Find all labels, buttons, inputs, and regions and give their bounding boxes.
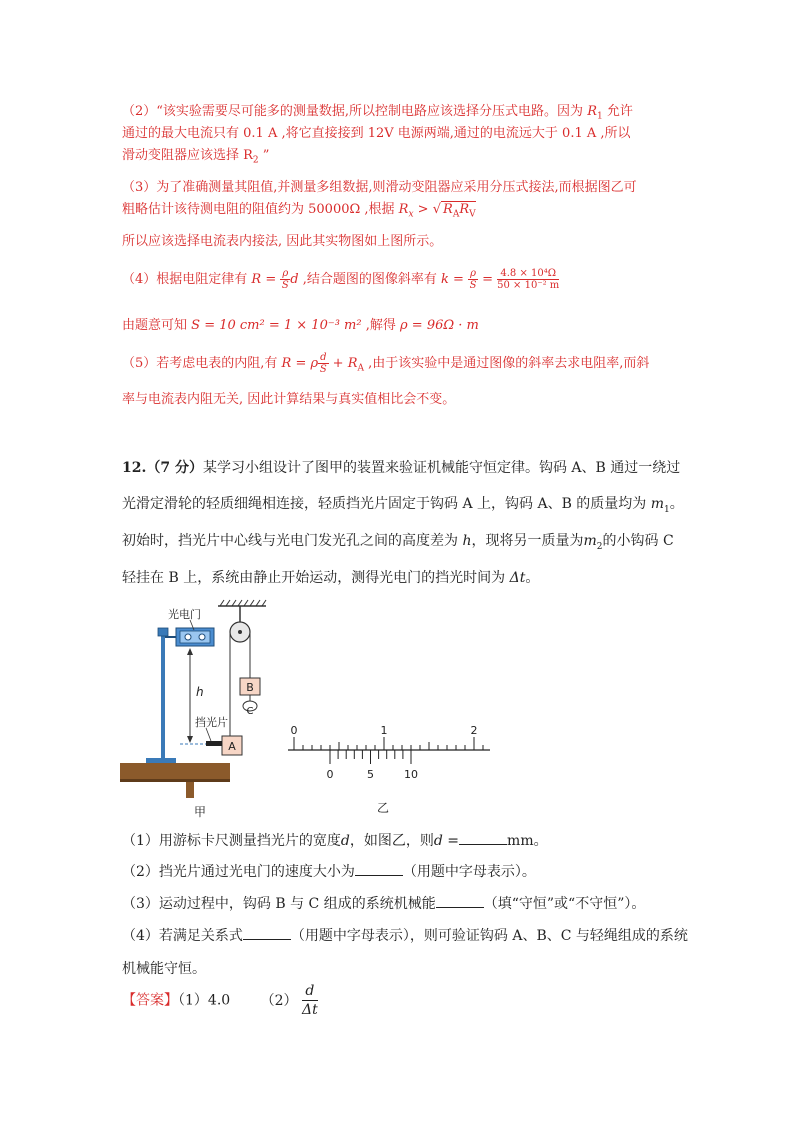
h-arrow-head-bottom <box>187 736 193 743</box>
table-edge <box>120 779 230 782</box>
solution-p2-line2 <box>122 122 631 141</box>
solution-text: 允许 <box>606 104 633 119</box>
solution-text: ,解得 <box>365 318 396 333</box>
subquestion-4-line1 <box>122 925 688 945</box>
question-text: 光滑定滑轮的轻质细绳相连接，轻质挡光片固定于钩码 A 上，钩码 A、B 的质量均为 <box>122 496 647 512</box>
answer-blank-1[interactable] <box>459 832 507 845</box>
solution-p4-line2 <box>122 314 479 333</box>
question-text: ，如图乙，则 <box>349 833 434 849</box>
main-scale-label: 0 <box>290 724 298 737</box>
sqrt-symbol: √ <box>432 202 442 217</box>
solution-p3-line3 <box>122 230 442 249</box>
solution-text: （3）为了准确测量其阻值,并测量多组数据,则滑动变阻器应采用分压式接法,而根据图乙可 <box>122 180 637 195</box>
math-rho: ρ = 96Ω · m <box>400 318 479 333</box>
ceiling-hatch <box>220 600 266 606</box>
math-d: d <box>290 272 299 287</box>
vernier-scale-label: 10 <box>404 768 418 781</box>
frac-num: d <box>302 982 318 1001</box>
solution-text: （2）“该实验需要尽可能多的测量数据,所以控制电路应该选择分压式电路。因为 <box>122 104 584 119</box>
question-text: （用题中字母表示），则可验证钩码 A、B、C 与轻绳组成的系统 <box>290 928 688 944</box>
subquestion-4-line2 <box>122 958 206 978</box>
vernier-scale-label: 5 <box>367 768 374 781</box>
figure-b-vernier <box>280 722 500 822</box>
math-sub: A <box>357 363 364 374</box>
math-sub: 1 <box>597 111 603 122</box>
frac-num: ρ <box>470 268 476 279</box>
solution-p3-line1 <box>122 176 637 195</box>
question-text: ，现将另一质量为 <box>471 533 584 549</box>
question-text: 机械能守恒。 <box>122 961 206 977</box>
answer-blank-3[interactable] <box>436 895 484 908</box>
solution-p5-line2 <box>122 388 455 407</box>
solution-text: 滑动变阻器应该选择 R <box>122 148 253 163</box>
solution-p4-line1 <box>122 268 559 291</box>
answer-line <box>122 982 318 1019</box>
sqrt-body <box>441 201 476 220</box>
label-h: h <box>196 685 204 699</box>
math-sub: 2 <box>596 541 603 552</box>
math-eq: R = <box>251 272 277 287</box>
frac-num: d <box>320 352 327 363</box>
label-b: B <box>246 681 254 694</box>
frac-den: S <box>281 280 289 291</box>
main-scale-ticks <box>291 724 484 750</box>
frac-den: 50 × 10⁻² m <box>497 280 560 291</box>
question-text: （填“守恒”或“不守恒”）。 <box>483 896 646 912</box>
question-text: （用题中字母表示）。 <box>402 864 536 880</box>
solution-text: ” <box>258 148 270 163</box>
photogate-hole <box>199 634 205 640</box>
main-scale-label: 2 <box>470 724 478 737</box>
solution-text: ,结合题图的图像斜率有 <box>302 272 437 287</box>
subquestion-3 <box>122 893 645 913</box>
question-text: mm。 <box>507 833 548 849</box>
frac-den: Δt <box>302 1002 318 1018</box>
math-r: R <box>459 202 470 217</box>
question-text: 某学习小组设计了图甲的装置来验证机械能守恒定律。钩码 A、B 通过一绕过 <box>202 460 681 476</box>
solution-p5-line1 <box>122 352 649 375</box>
question-line2 <box>122 493 684 515</box>
math-sub: A <box>452 209 460 220</box>
solution-text: 所以应该选择电流表内接法, 因此其实物图如上图所示。 <box>122 234 443 249</box>
math-m: m <box>583 533 597 549</box>
math-r1: R <box>587 104 597 119</box>
stand-clamp <box>158 628 168 636</box>
question-text: 。 <box>669 496 684 512</box>
pulley-axle <box>238 630 242 634</box>
solution-text: （5）若考虑电表的内阻,有 <box>122 356 278 371</box>
solution-text: （4）根据电阻定律有 <box>122 272 248 287</box>
math-op: > <box>413 202 433 217</box>
answer-tag: 【答案】 <box>122 992 178 1009</box>
table-top <box>120 763 230 779</box>
h-arrow-head-top <box>187 648 193 655</box>
math-rx: R <box>398 202 409 217</box>
shutter <box>206 741 222 746</box>
question-text: （1）用游标卡尺测量挡光片的宽度 <box>122 833 341 849</box>
question-line1 <box>122 457 680 477</box>
math-op: + R <box>328 356 358 371</box>
math-d: d <box>340 833 350 849</box>
solution-text: 率与电流表内阻无关, 因此计算结果与真实值相比会不变。 <box>122 392 456 407</box>
math-sub: V <box>469 209 476 220</box>
solution-p2-line1 <box>122 100 633 122</box>
question-text: （3）运动过程中，钩码 B 与 C 组成的系统机械能 <box>122 896 436 912</box>
question-text: 初始时，挡光片中心线与光电门发光孔之间的高度差为 <box>122 533 458 549</box>
math-h: h <box>462 533 472 549</box>
main-scale-label: 1 <box>380 724 388 737</box>
fraction <box>468 268 478 291</box>
shutter-pointer <box>206 728 211 741</box>
question-text: （4）若满足关系式 <box>122 928 243 944</box>
vernier-scale-ticks <box>327 750 419 781</box>
math-m: m <box>650 496 665 512</box>
math-dt: Δt <box>509 570 526 586</box>
math-r: R <box>443 202 453 217</box>
figure-a-apparatus <box>118 598 268 823</box>
solution-text: 由题意可知 <box>122 318 188 333</box>
label-a: A <box>228 740 236 753</box>
answer-blank-2[interactable] <box>355 863 403 876</box>
question-text: 轻挂在 B 上，系统由静止开始运动，测得光电门的挡光时间为 <box>122 570 506 586</box>
math-sub: 2 <box>252 155 259 166</box>
label-photogate: 光电门 <box>168 608 201 621</box>
solution-text: 通过的最大电流只有 0.1 A ,将它直接接到 12V 电源两端,通过的电流远大于 0.1 A ,所以 <box>122 126 631 141</box>
question-text: （2）挡光片通过光电门的速度大小为 <box>122 864 355 880</box>
math-s: S = 10 cm² = 1 × 10⁻³ m² <box>191 318 362 333</box>
math-op: = <box>482 272 494 287</box>
question-line3 <box>122 530 674 552</box>
label-c: C <box>246 706 254 717</box>
solution-p2-line3 <box>122 144 269 166</box>
answer-part-2: （2） <box>260 992 298 1009</box>
caption-b: 乙 <box>376 801 390 815</box>
frac-den: S <box>319 364 327 375</box>
frac-num: ρ <box>282 268 289 279</box>
solution-text: ,由于该实验中是通过图像的斜率去求电阻率,而斜 <box>368 356 650 371</box>
solution-text: 粗略估计该待测电阻的阻值约为 50000Ω ,根据 <box>122 202 395 217</box>
answer-part-1: （1）4.0 <box>178 992 231 1009</box>
math-eq: R = ρ <box>281 356 319 371</box>
subquestion-1 <box>122 830 548 850</box>
question-text: 的小钩码 C <box>602 533 674 549</box>
table-leg <box>186 782 194 798</box>
question-line4 <box>122 567 539 587</box>
subquestion-2 <box>122 861 536 881</box>
vernier-scale-label: 0 <box>326 768 334 781</box>
question-text: 。 <box>525 570 540 586</box>
fraction <box>497 268 559 291</box>
math-eq: d = <box>433 833 460 849</box>
question-number: 12.（7 分） <box>122 460 203 476</box>
frac-num: 4.8 × 10⁴Ω <box>497 268 559 280</box>
photogate-hole <box>185 634 191 640</box>
math-sub: 1 <box>664 504 670 515</box>
answer-fraction <box>302 982 318 1019</box>
stand-pole <box>161 630 165 760</box>
answer-blank-4[interactable] <box>243 927 291 940</box>
math-sub: x <box>408 209 414 220</box>
stand-base <box>146 758 176 763</box>
caption-a: 甲 <box>193 805 207 819</box>
frac-den: S <box>469 280 477 291</box>
fraction <box>280 268 290 291</box>
fraction <box>318 352 328 375</box>
math-k: k = <box>441 272 464 287</box>
label-shutter: 挡光片 <box>195 716 228 729</box>
solution-p3-line2 <box>122 198 476 220</box>
